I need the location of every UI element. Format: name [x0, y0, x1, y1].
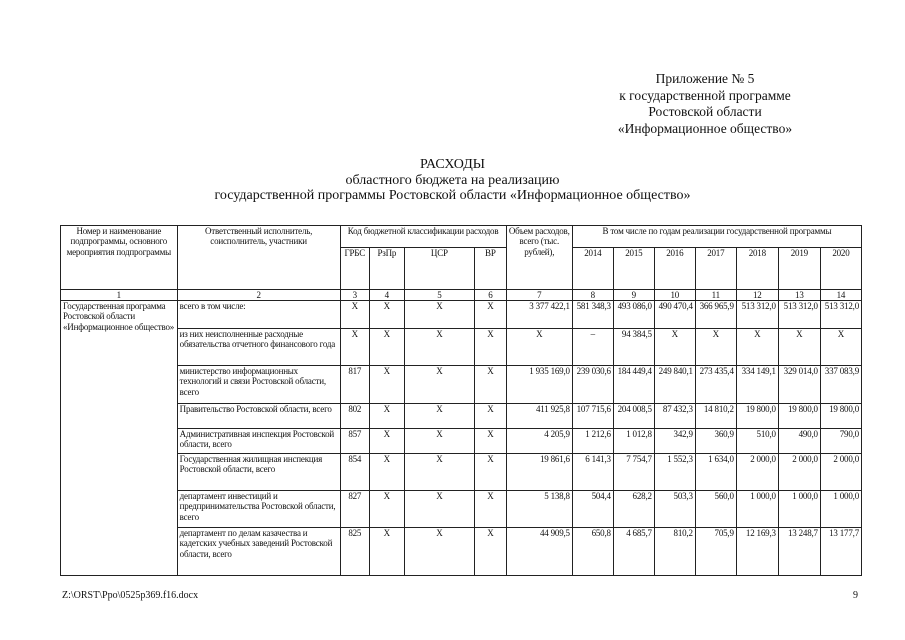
- executor-cell: всего в том числе:: [177, 301, 340, 329]
- grbs-cell: 817: [340, 366, 369, 404]
- program-name-cell: Государственная программа Ростовской области «Информационное общество»: [61, 301, 178, 576]
- year-value-cell: 12 169,3: [736, 528, 778, 576]
- total-cell: 5 138,8: [506, 491, 572, 528]
- year-value-cell: 790,0: [820, 429, 861, 454]
- year-value-cell: 493 086,0: [613, 301, 654, 329]
- column-number: 13: [778, 290, 820, 301]
- appendix-line-3: Ростовской области: [648, 104, 762, 119]
- total-cell: 4 205,9: [506, 429, 572, 454]
- footer-page-number: 9: [853, 590, 858, 601]
- year-value-cell: 503,3: [654, 491, 695, 528]
- header-year: 2014: [572, 248, 613, 290]
- table-row: [61, 404, 862, 429]
- column-number: 4: [369, 290, 404, 301]
- year-value-cell: 239 030,6: [572, 366, 613, 404]
- total-cell: 19 861,6: [506, 454, 572, 491]
- year-value-cell: 14 810,2: [695, 404, 736, 429]
- year-value-cell: 1 634,0: [695, 454, 736, 491]
- header-year: 2017: [695, 248, 736, 290]
- year-value-cell: Х: [695, 329, 736, 366]
- grbs-cell: 827: [340, 491, 369, 528]
- column-number: 12: [736, 290, 778, 301]
- grbs-cell: 825: [340, 528, 369, 576]
- year-value-cell: 513 312,0: [778, 301, 820, 329]
- grbs-cell: Х: [340, 329, 369, 366]
- header-year: 2019: [778, 248, 820, 290]
- grbs-cell: Х: [340, 301, 369, 329]
- executor-cell: из них неисполненные расходные обязательства отчетного финансового года: [177, 329, 340, 366]
- header-program-name: Номер и наименование подпрограммы, основного мероприятия подпрограммы: [61, 226, 178, 290]
- column-number: 10: [654, 290, 695, 301]
- header-vr: ВР: [475, 248, 507, 290]
- year-value-cell: 1 000,0: [736, 491, 778, 528]
- csr-cell: Х: [404, 454, 474, 491]
- year-value-cell: 810,2: [654, 528, 695, 576]
- grbs-cell: 857: [340, 429, 369, 454]
- document-title: [0, 157, 905, 204]
- year-value-cell: 360,9: [695, 429, 736, 454]
- year-value-cell: 628,2: [613, 491, 654, 528]
- header-row-1: [61, 226, 862, 248]
- year-value-cell: Х: [778, 329, 820, 366]
- title-line-3: государственной программы Ростовской области «Информационное общество»: [214, 188, 691, 203]
- year-value-cell: 13 177,7: [820, 528, 861, 576]
- total-cell: 3 377 422,1: [506, 301, 572, 329]
- column-number: 9: [613, 290, 654, 301]
- rzpr-cell: Х: [369, 404, 404, 429]
- year-value-cell: 342,9: [654, 429, 695, 454]
- total-cell: 411 925,8: [506, 404, 572, 429]
- year-value-cell: 184 449,4: [613, 366, 654, 404]
- csr-cell: Х: [404, 429, 474, 454]
- year-value-cell: 490 470,4: [654, 301, 695, 329]
- year-value-cell: 560,0: [695, 491, 736, 528]
- year-value-cell: 4 685,7: [613, 528, 654, 576]
- year-value-cell: 6 141,3: [572, 454, 613, 491]
- year-value-cell: Х: [654, 329, 695, 366]
- total-cell: 44 909,5: [506, 528, 572, 576]
- table-row: [61, 366, 862, 404]
- expenses-table: [60, 225, 862, 576]
- year-value-cell: Х: [736, 329, 778, 366]
- executor-cell: департамент инвестиций и предпринимательства Ростовской области, всего: [177, 491, 340, 528]
- rzpr-cell: Х: [369, 429, 404, 454]
- column-number: 5: [404, 290, 474, 301]
- header-year: 2018: [736, 248, 778, 290]
- year-value-cell: 1 000,0: [820, 491, 861, 528]
- header-year: 2020: [820, 248, 861, 290]
- year-value-cell: 510,0: [736, 429, 778, 454]
- header-rzpr: РзПр: [369, 248, 404, 290]
- year-value-cell: 513 312,0: [736, 301, 778, 329]
- year-value-cell: 2 000,0: [778, 454, 820, 491]
- year-value-cell: 273 435,4: [695, 366, 736, 404]
- csr-cell: Х: [404, 528, 474, 576]
- total-cell: 1 935 169,0: [506, 366, 572, 404]
- header-years-group: В том числе по годам реализации государственной программы: [572, 226, 861, 248]
- total-cell: Х: [506, 329, 572, 366]
- year-value-cell: 7 754,7: [613, 454, 654, 491]
- header-budget-code: Код бюджетной классификации расходов: [340, 226, 506, 248]
- vr-cell: Х: [475, 528, 507, 576]
- appendix-header: [590, 71, 820, 137]
- rzpr-cell: Х: [369, 329, 404, 366]
- year-value-cell: 1 212,6: [572, 429, 613, 454]
- executor-cell: министерство информационных технологий и связи Ростовской области, всего: [177, 366, 340, 404]
- year-value-cell: 705,9: [695, 528, 736, 576]
- csr-cell: Х: [404, 329, 474, 366]
- year-value-cell: 2 000,0: [820, 454, 861, 491]
- year-value-cell: 19 800,0: [820, 404, 861, 429]
- title-line-1: РАСХОДЫ: [420, 157, 485, 172]
- year-value-cell: 334 149,1: [736, 366, 778, 404]
- column-number-row: [61, 290, 862, 301]
- column-number: 11: [695, 290, 736, 301]
- column-number: 3: [340, 290, 369, 301]
- executor-cell: Государственная жилищная инспекция Ростовской области, всего: [177, 454, 340, 491]
- column-number: 8: [572, 290, 613, 301]
- executor-cell: департамент по делам казачества и кадетских учебных заведений Ростовской области, всего: [177, 528, 340, 576]
- header-csr: ЦСР: [404, 248, 474, 290]
- header-executor: Ответственный исполнитель, соисполнитель, участники: [177, 226, 340, 290]
- vr-cell: Х: [475, 404, 507, 429]
- column-number: 2: [177, 290, 340, 301]
- vr-cell: Х: [475, 491, 507, 528]
- appendix-line-4: «Информационное общество»: [617, 120, 793, 136]
- column-number: 1: [61, 290, 178, 301]
- csr-cell: Х: [404, 404, 474, 429]
- column-number: 7: [506, 290, 572, 301]
- header-grbs: ГРБС: [340, 248, 369, 290]
- year-value-cell: 19 800,0: [736, 404, 778, 429]
- grbs-cell: 854: [340, 454, 369, 491]
- year-value-cell: 513 312,0: [820, 301, 861, 329]
- csr-cell: Х: [404, 491, 474, 528]
- csr-cell: Х: [404, 366, 474, 404]
- column-number: 14: [820, 290, 861, 301]
- year-value-cell: 1 552,3: [654, 454, 695, 491]
- year-value-cell: 94 384,5: [613, 329, 654, 366]
- table-row: [61, 528, 862, 576]
- year-value-cell: 581 348,3: [572, 301, 613, 329]
- title-line-2: областного бюджета на реализацию: [345, 172, 560, 188]
- rzpr-cell: Х: [369, 491, 404, 528]
- rzpr-cell: Х: [369, 454, 404, 491]
- rzpr-cell: Х: [369, 366, 404, 404]
- footer-file-path: Z:\ORST\Ppo\0525p369.f16.docx: [62, 590, 199, 601]
- rzpr-cell: Х: [369, 301, 404, 329]
- year-value-cell: 650,8: [572, 528, 613, 576]
- year-value-cell: 490,0: [778, 429, 820, 454]
- table-row: [61, 429, 862, 454]
- year-value-cell: 249 840,1: [654, 366, 695, 404]
- year-value-cell: 107 715,6: [572, 404, 613, 429]
- header-year: 2016: [654, 248, 695, 290]
- vr-cell: Х: [475, 301, 507, 329]
- csr-cell: Х: [404, 301, 474, 329]
- year-value-cell: 1 000,0: [778, 491, 820, 528]
- table-row: [61, 301, 862, 329]
- year-value-cell: –: [572, 329, 613, 366]
- year-value-cell: 329 014,0: [778, 366, 820, 404]
- table-row: [61, 454, 862, 491]
- year-value-cell: 2 000,0: [736, 454, 778, 491]
- vr-cell: Х: [475, 429, 507, 454]
- executor-cell: Правительство Ростовской области, всего: [177, 404, 340, 429]
- appendix-line-1: Приложение № 5: [655, 71, 755, 86]
- vr-cell: Х: [475, 366, 507, 404]
- year-value-cell: 504,4: [572, 491, 613, 528]
- appendix-line-2: к государственной программе: [619, 87, 791, 103]
- table-row: [61, 329, 862, 366]
- year-value-cell: 337 083,9: [820, 366, 861, 404]
- year-value-cell: 87 432,3: [654, 404, 695, 429]
- header-total: Объем расходов, всего (тыс. рублей),: [506, 226, 572, 290]
- table-row: [61, 491, 862, 528]
- year-value-cell: Х: [820, 329, 861, 366]
- executor-cell: Административная инспекция Ростовской области, всего: [177, 429, 340, 454]
- year-value-cell: 1 012,8: [613, 429, 654, 454]
- vr-cell: Х: [475, 454, 507, 491]
- year-value-cell: 366 965,9: [695, 301, 736, 329]
- year-value-cell: 13 248,7: [778, 528, 820, 576]
- column-number: 6: [475, 290, 507, 301]
- grbs-cell: 802: [340, 404, 369, 429]
- vr-cell: Х: [475, 329, 507, 366]
- header-year: 2015: [613, 248, 654, 290]
- rzpr-cell: Х: [369, 528, 404, 576]
- year-value-cell: 19 800,0: [778, 404, 820, 429]
- year-value-cell: 204 008,5: [613, 404, 654, 429]
